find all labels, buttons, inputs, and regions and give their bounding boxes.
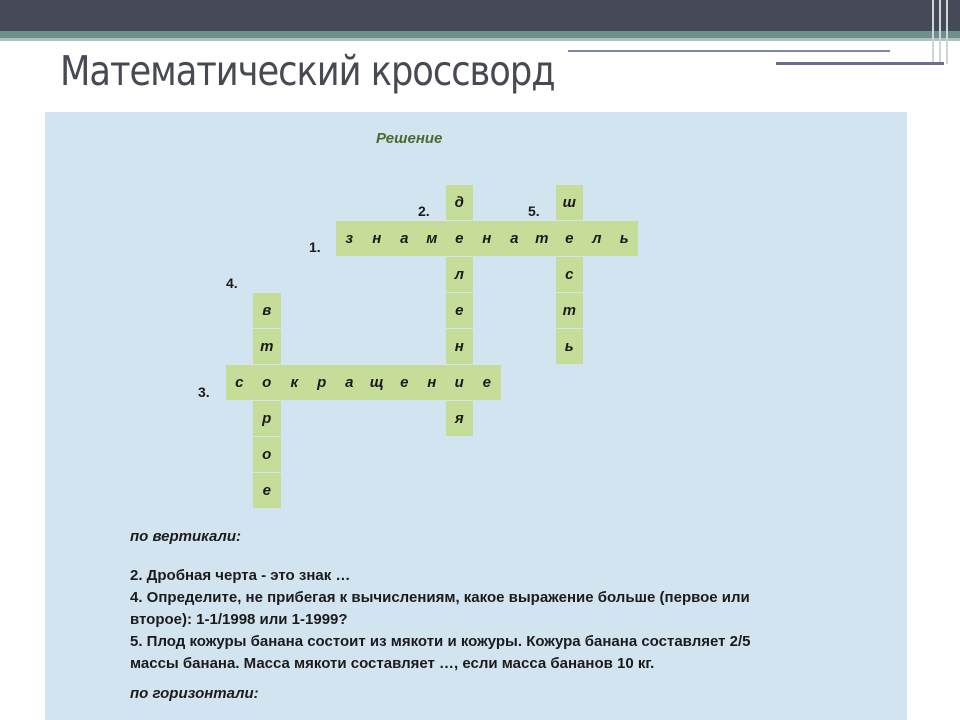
crossword-cell[interactable]: р bbox=[308, 365, 336, 400]
slide-top-bar bbox=[0, 0, 960, 31]
crossword-cell[interactable]: в bbox=[253, 293, 281, 328]
decorative-line bbox=[568, 50, 890, 52]
crossword-cell[interactable]: о bbox=[253, 365, 281, 400]
crossword-cell[interactable]: з bbox=[336, 221, 364, 256]
clue-line: 2. Дробная черта - это знак … bbox=[130, 567, 351, 584]
crossword-cell[interactable]: д bbox=[446, 185, 474, 220]
clue-line: массы банана. Масса мякоти составляет …, если масса бананов 10 кг. bbox=[130, 655, 655, 672]
clue-number: 5. bbox=[528, 203, 540, 219]
crossword-cell[interactable]: н bbox=[418, 365, 446, 400]
crossword-cell[interactable]: а bbox=[391, 221, 419, 256]
slide-top-rule bbox=[0, 31, 960, 38]
crossword-cell[interactable]: е bbox=[446, 293, 474, 328]
crossword-cell[interactable]: т bbox=[556, 293, 584, 328]
crossword-cell[interactable]: с bbox=[556, 257, 584, 292]
crossword-cell[interactable]: и bbox=[446, 365, 474, 400]
crossword-cell[interactable]: т bbox=[253, 329, 281, 364]
clue-number: 4. bbox=[226, 275, 238, 291]
clue-number: 3. bbox=[198, 384, 210, 400]
slide-title: Математический кроссворд bbox=[60, 47, 555, 95]
crossword-cell[interactable]: о bbox=[253, 437, 281, 472]
decorative-vertical-lines bbox=[932, 0, 954, 64]
crossword-cell[interactable]: ш bbox=[556, 185, 584, 220]
crossword-cell[interactable]: т bbox=[528, 221, 556, 256]
crossword-cell[interactable]: ь bbox=[611, 221, 639, 256]
vertical-clues-heading: по вертикали: bbox=[130, 528, 241, 545]
crossword-cell[interactable]: е bbox=[446, 221, 474, 256]
crossword-cell[interactable]: я bbox=[446, 401, 474, 436]
crossword-cell[interactable]: а bbox=[336, 365, 364, 400]
crossword-cell[interactable]: л bbox=[446, 257, 474, 292]
clue-line: 4. Определите, не прибегая к вычислениям, какое выражение больше (первое или bbox=[130, 589, 750, 606]
crossword-cell[interactable]: л bbox=[583, 221, 611, 256]
crossword-cell[interactable]: щ bbox=[363, 365, 391, 400]
crossword-cell[interactable]: к bbox=[281, 365, 309, 400]
decorative-line bbox=[776, 62, 944, 65]
clue-line: второе): 1-1/1998 или 1-1999? bbox=[130, 611, 348, 628]
crossword-cell[interactable]: с bbox=[226, 365, 254, 400]
crossword-cell[interactable]: н bbox=[446, 329, 474, 364]
crossword-cell[interactable]: а bbox=[501, 221, 529, 256]
crossword-cell[interactable]: н bbox=[363, 221, 391, 256]
crossword-cell[interactable]: е bbox=[556, 221, 584, 256]
crossword-cell[interactable]: е bbox=[391, 365, 419, 400]
crossword-cell[interactable]: ь bbox=[556, 329, 584, 364]
clue-list bbox=[130, 565, 910, 675]
crossword-cell[interactable]: р bbox=[253, 401, 281, 436]
horizontal-clues-heading: по горизонтали: bbox=[130, 685, 259, 702]
clue-line: 5. Плод кожуры банана состоит из мякоти и кожуры. Кожура банана составляет 2/5 bbox=[130, 633, 751, 650]
clue-number: 1. bbox=[309, 239, 321, 255]
crossword-cell[interactable]: н bbox=[473, 221, 501, 256]
crossword-cell[interactable]: м bbox=[418, 221, 446, 256]
crossword-cell[interactable]: е bbox=[253, 473, 281, 508]
solution-heading: Решение bbox=[376, 130, 443, 147]
slide-top-rule-light bbox=[0, 38, 960, 41]
crossword-cell[interactable]: е bbox=[473, 365, 501, 400]
clue-number: 2. bbox=[418, 203, 430, 219]
